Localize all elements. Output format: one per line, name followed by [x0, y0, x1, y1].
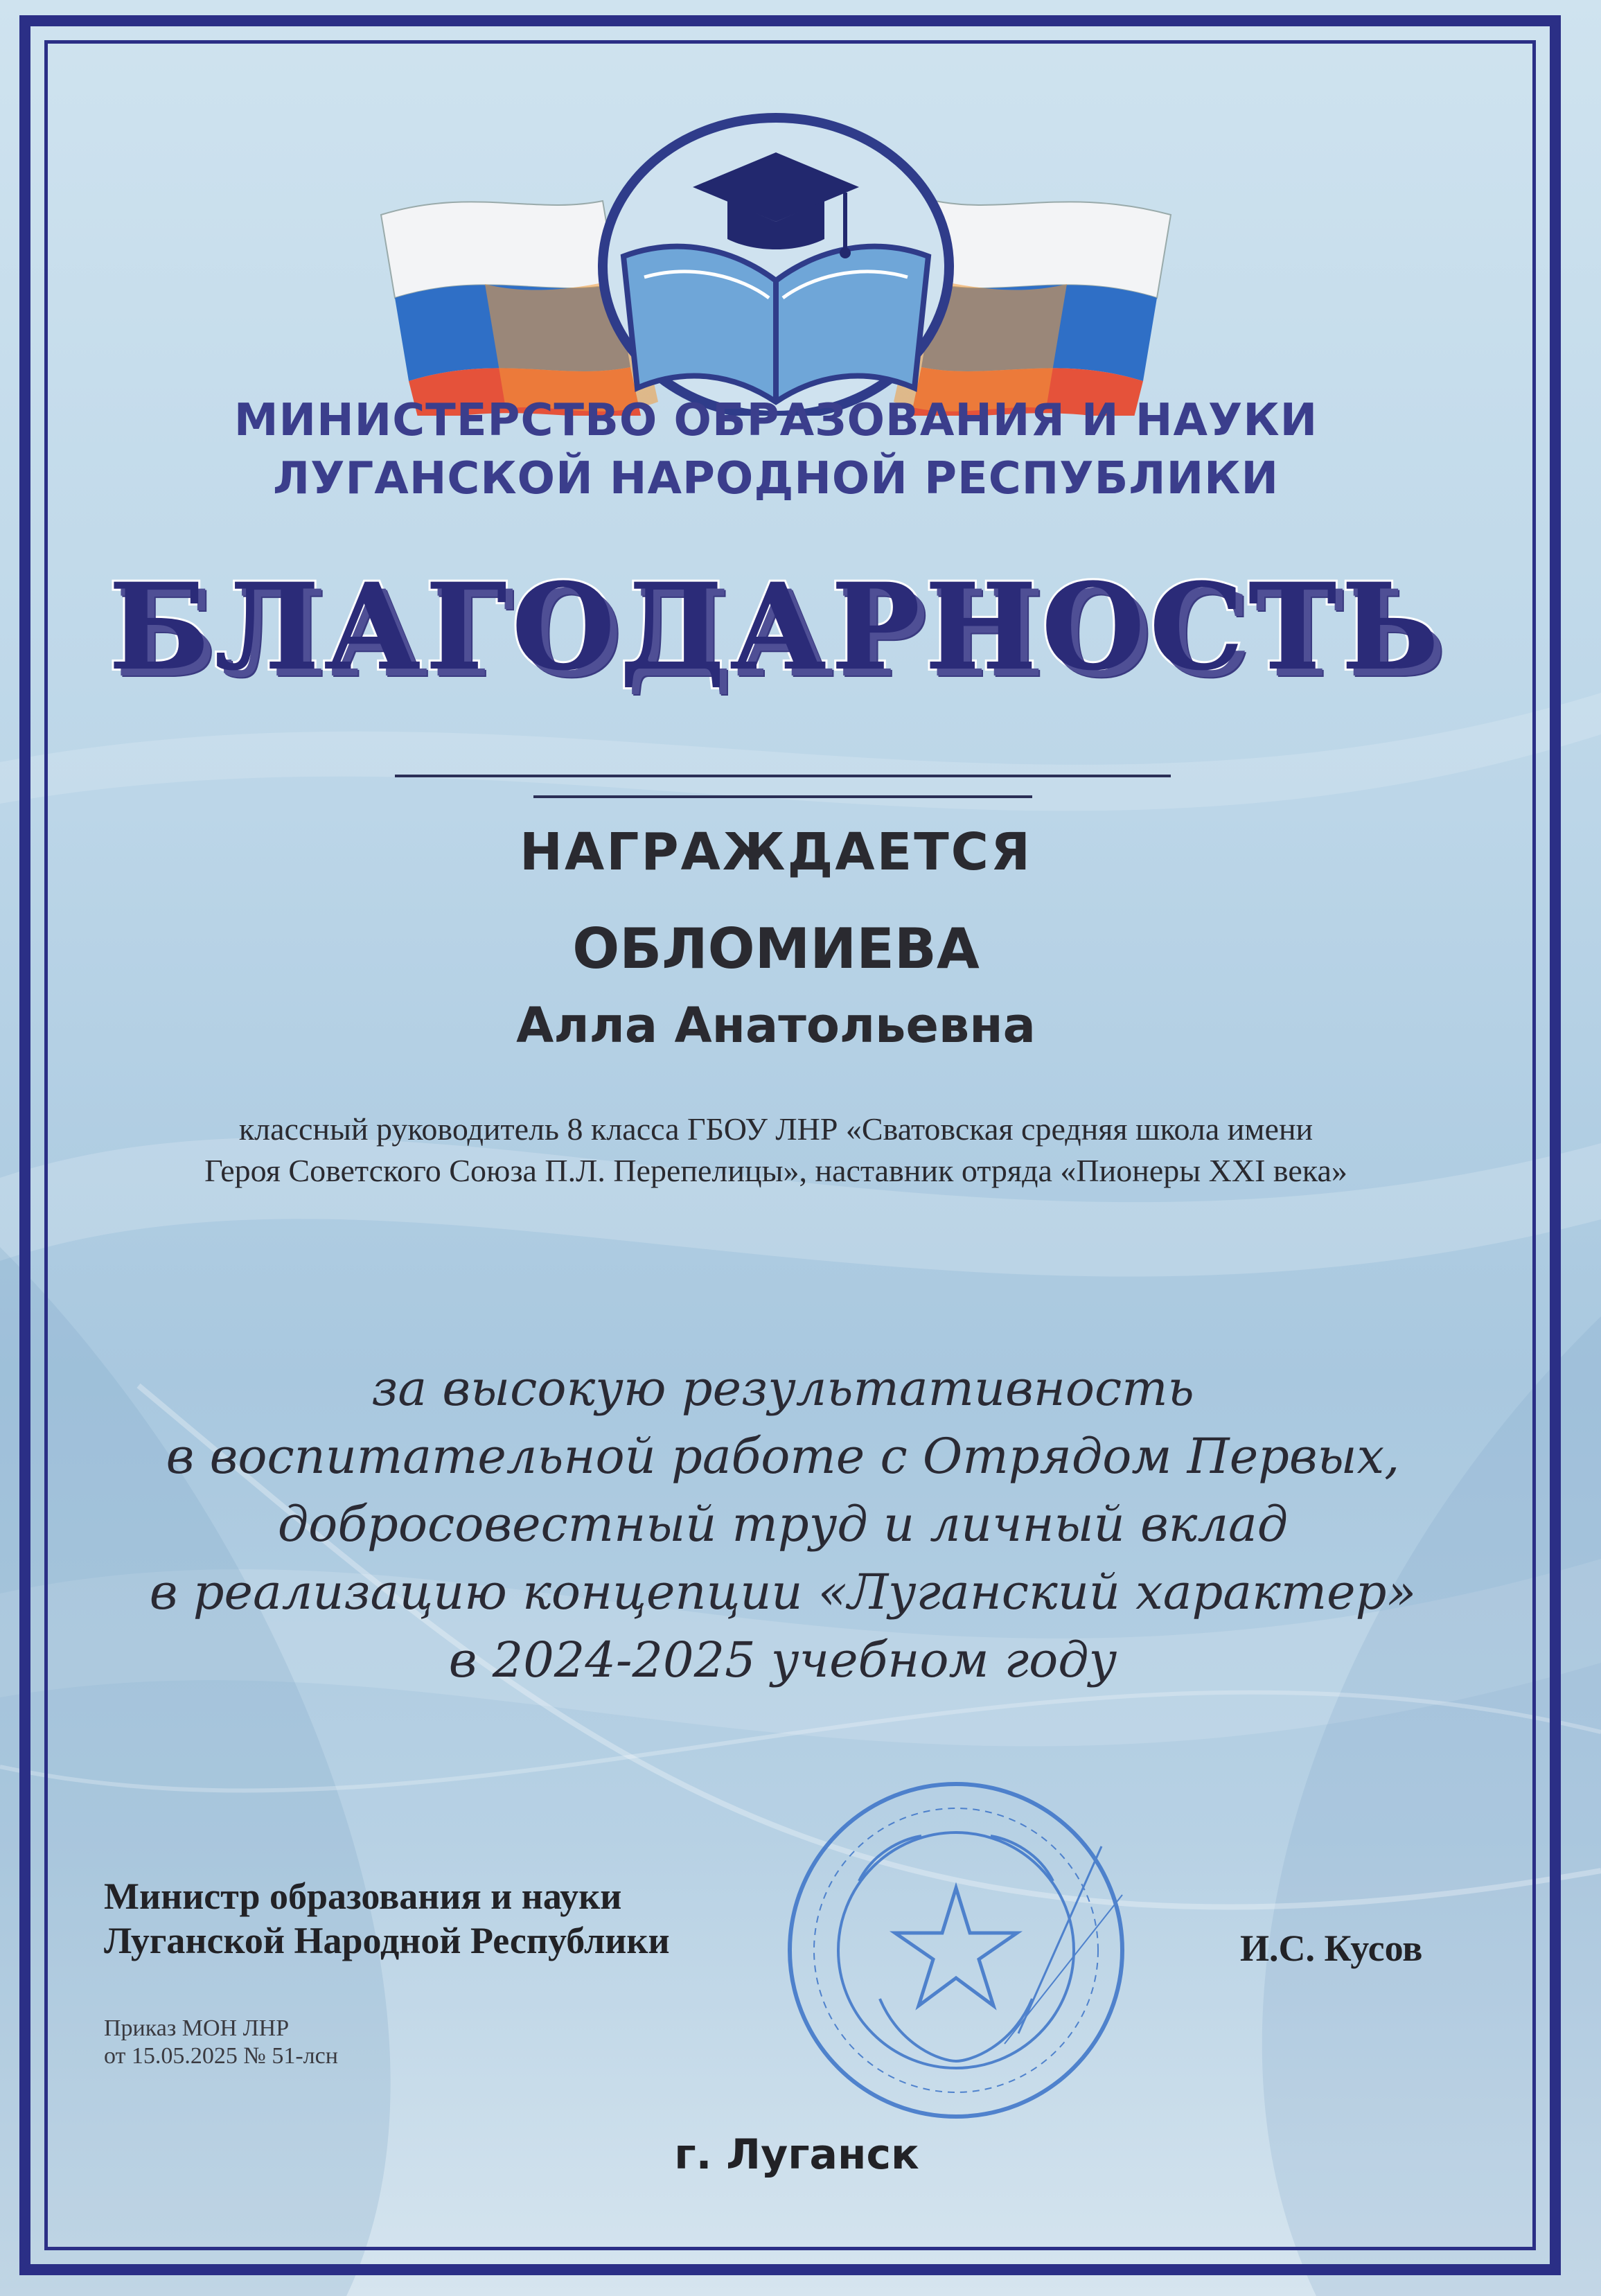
city: г. Луганск	[674, 2130, 919, 2179]
divider-long	[395, 775, 1171, 777]
award-reason	[111, 1354, 1455, 1694]
recipient-surname: ОБЛОМИЕВА	[572, 917, 980, 981]
reason-line-3: добросовестный труд и личный вклад	[277, 1496, 1289, 1553]
reason-line-4: в реализацию концепции «Луганский характер»	[149, 1564, 1417, 1621]
order-line-1: Приказ МОН ЛНР	[104, 2015, 290, 2041]
official-stamp-seal-icon	[776, 1770, 1136, 2130]
signer-name: И.С. Кусов	[1240, 1927, 1423, 1969]
ministry-line-1: МИНИСТЕРСТВО ОБРАЗОВАНИЯ И НАУКИ	[233, 395, 1318, 446]
order-line-2: от 15.05.2025 № 51-лсн	[104, 2043, 338, 2069]
recipient-position	[118, 1109, 1434, 1192]
reason-line-2: в воспитательной работе с Отрядом Первых,	[166, 1428, 1400, 1485]
minister-title	[104, 1874, 797, 1963]
minister-line-1: Министр образования и науки	[104, 1875, 622, 1917]
awarded-label: НАГРАЖДАЕТСЯ	[520, 822, 1032, 882]
order-reference	[104, 2015, 589, 2070]
position-line-1: классный руководитель 8 класса ГБОУ ЛНР «Сватовская средняя школа имени	[238, 1111, 1313, 1147]
position-line-2: Героя Советского Союза П.Л. Перепелицы», наставник отряда «Пионеры XXI века»	[204, 1153, 1347, 1188]
certificate-title: БЛАГОДАРНОСТЬ	[108, 556, 1444, 697]
reason-line-1: за высокую результативность	[371, 1360, 1194, 1417]
ministry-name	[139, 391, 1413, 508]
mortarboard-book-flag-emblem-icon	[367, 111, 1185, 416]
divider-short	[533, 795, 1032, 798]
reason-line-5: в 2024-2025 учебном году	[448, 1632, 1117, 1688]
recipient-given-names: Алла Анатольевна	[516, 997, 1036, 1054]
ministry-line-2: ЛУГАНСКОЙ НАРОДНОЙ РЕСПУБЛИКИ	[273, 453, 1279, 504]
minister-line-2: Луганской Народной Республики	[104, 1920, 670, 1961]
